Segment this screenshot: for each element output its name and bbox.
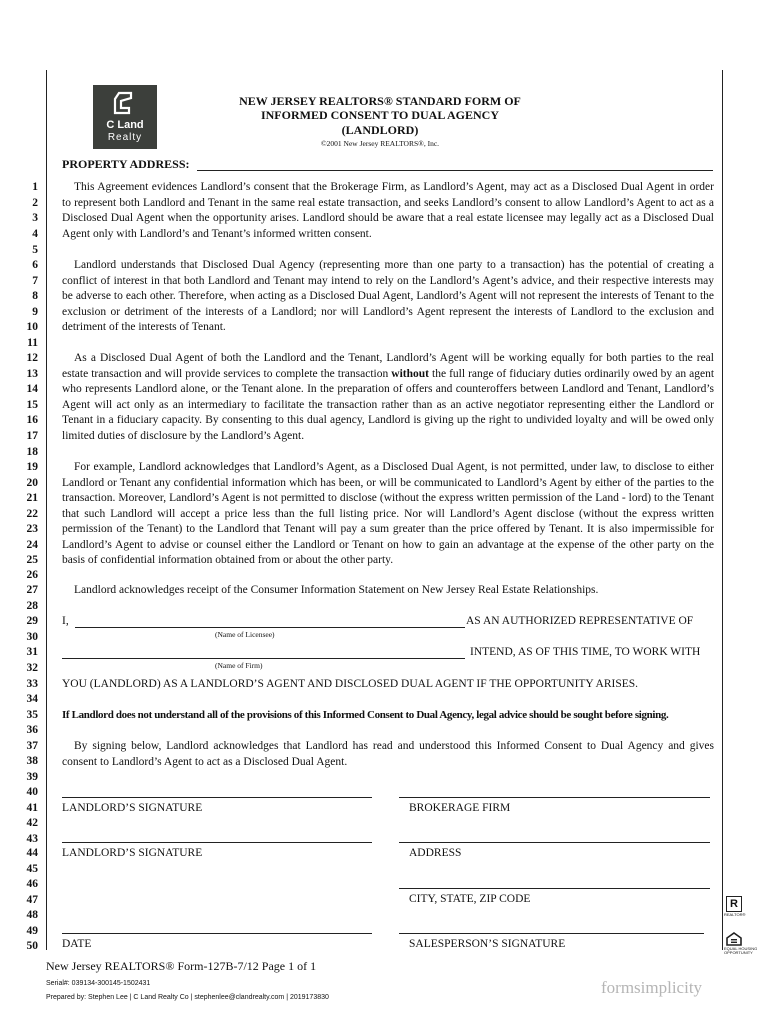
equal-housing-caption: EQUAL HOUSING OPPORTUNITY — [724, 946, 758, 955]
address-line[interactable] — [399, 842, 710, 843]
logo-subtitle: Realty — [107, 132, 143, 143]
intend-text: INTEND, AS OF THIS TIME, TO WORK WITH — [470, 646, 701, 658]
i-prefix: I, — [62, 615, 69, 627]
line-number: 4 — [32, 228, 38, 240]
landlord-signature-line-2[interactable] — [62, 842, 372, 843]
paragraph-example: For example, Landlord acknowledges that Landlord’s Agent, as a Disclosed Dual Agent, is not permitted, under law, to disclose to either Landlord or Tenant any confidential information which has been, or will be communicated to Landlord’s Agent by either of the parties to the transaction. Moreover, Landlord’s Agent is not permitted to disclose (without the express written permission of the Land - lord) to the Tenant that such Landlord will accept a price less than the full listing price. Nor will Landlord’s Agent disclose (without the express written permission of the Tenant) to the Landlord that Tenant will pay a sum greater than the price offered by Tenant. It is also impermissible for Landlord’s Agent to advise or counsel either the Landlord or Tenant on how to gain an advantage at the expense of the other party on the basis of confidential information obtained from or about the other party. — [62, 461, 714, 566]
line-number: 42 — [26, 817, 38, 829]
address-label: ADDRESS — [409, 847, 462, 859]
line-number: 27 — [26, 584, 38, 596]
line-number: 39 — [26, 771, 38, 783]
line-number: 5 — [32, 244, 38, 256]
paragraph-signing: By signing below, Landlord acknowledges that Landlord has read and understood this Informed Consent to Dual Agency and gives consent to Landlord’s Agent to act as a Disclosed Dual Agent. — [62, 740, 714, 768]
line-number: 48 — [26, 909, 38, 921]
line-number: 32 — [26, 662, 38, 674]
emphasis-without: without — [391, 367, 429, 380]
landlord-agent-statement: YOU (LANDLORD) AS A LANDLORD’S AGENT AND DISCLOSED DUAL AGENT IF THE OPPORTUNITY ARISES. — [62, 678, 639, 690]
line-number: 46 — [26, 878, 38, 890]
name-of-licensee-caption: (Name of Licensee) — [215, 630, 275, 639]
line-number: 35 — [26, 709, 38, 721]
line-number: 23 — [26, 523, 38, 535]
salesperson-signature-line[interactable] — [399, 933, 704, 934]
paragraph-dual-agent — [62, 351, 714, 444]
formsimplicity-watermark: formsimplicity — [601, 978, 703, 997]
line-number: 9 — [32, 306, 38, 318]
line-number: 7 — [32, 275, 38, 287]
line-number: 36 — [26, 724, 38, 736]
landlord-signature-line-1[interactable] — [62, 797, 372, 798]
paragraph-receipt: Landlord acknowledges receipt of the Consumer Information Statement on New Jersey Real Estate Relationships. — [74, 584, 599, 596]
line-number: 19 — [26, 461, 38, 473]
paragraph-dual-agent-b: the full range of fiduciary duties ordinarily owed by an agent who represents Landlord alone, or the Tenant alone. In the preparation of offers and counteroffers between Landlord and Tenant, Landlord’s Agent will act only as an intermediary to facilitate the transaction rather than as an active negotiator representing either the Landlord or Tenant in a fiduciary capacity. By consenting to this dual agency, Landlord is giving up the right to undivided loyalty and will be owed only limited duties of disclosure by the Landlord’s Agent. — [62, 367, 715, 442]
logo-name: C Land — [106, 119, 144, 131]
line-number: 18 — [26, 446, 38, 458]
line-number: 38 — [26, 755, 38, 767]
line-number: 16 — [26, 414, 38, 426]
line-number: 47 — [26, 894, 38, 906]
line-number: 21 — [26, 492, 38, 504]
paragraph-conflict: Landlord understands that Disclosed Dual Agency (representing more than one party to a transaction) has the potential of creating a conflict of interest in that both Landlord and Tenant may intend to rely on the Landlord’s Agent’s advice, and their respective interests may be adverse to each other. Therefore, when acting as a Disclosed Dual Agent, Landlord’s Agent will not represent the interests of Tenant to the exclusion or detriment of the interests of a Landlord; nor will Landlord’s Agent represent the interests of Landlord to the exclusion and detriment of the interests of Tenant. — [62, 259, 714, 333]
property-address-field[interactable] — [197, 170, 713, 171]
company-logo — [93, 85, 157, 149]
serial-number: Serial#: 039134-300145-1502431 — [46, 980, 151, 987]
line-number: 11 — [27, 337, 38, 349]
name-of-firm-caption: (Name of Firm) — [215, 661, 263, 670]
line-number: 22 — [26, 508, 38, 520]
line-number: 41 — [26, 802, 38, 814]
line-number: 6 — [32, 259, 38, 271]
line-number: 49 — [26, 925, 38, 937]
form-title-line-3: (LANDLORD) — [341, 123, 419, 137]
line-number: 31 — [26, 646, 38, 658]
prepared-by: Prepared by: Stephen Lee | C Land Realty Co | stephenlee@clandrealty.com | 2019173830 — [46, 994, 329, 1001]
line-number: 20 — [26, 477, 38, 489]
line-number: 40 — [26, 786, 38, 798]
salesperson-signature-label: SALESPERSON’S SIGNATURE — [409, 938, 566, 950]
line-number: 29 — [26, 615, 38, 627]
form-title-line-2: INFORMED CONSENT TO DUAL AGENCY — [260, 108, 500, 122]
line-number: 30 — [26, 631, 38, 643]
line-number: 15 — [26, 399, 38, 411]
form-title-line-1: NEW JERSEY REALTORS® STANDARD FORM OF — [239, 94, 521, 108]
line-number: 3 — [32, 212, 38, 224]
line-number: 25 — [26, 554, 38, 566]
date-line[interactable] — [62, 933, 372, 934]
line-number: 45 — [26, 863, 38, 875]
copyright-notice: ©2001 New Jersey REALTORS®, Inc. — [320, 139, 440, 148]
legal-advice-warning: If Landlord does not understand all of the provisions of this Informed Consent to Dual Agency, legal advice should be sought before signing. — [62, 709, 669, 721]
date-label: DATE — [62, 938, 92, 950]
licensee-name-field[interactable] — [75, 627, 465, 628]
line-number: 8 — [32, 290, 38, 302]
landlord-signature-label-1: LANDLORD’S SIGNATURE — [62, 802, 203, 814]
line-number: 28 — [26, 600, 38, 612]
line-number: 10 — [26, 321, 38, 333]
right-margin-rule — [722, 70, 723, 950]
firm-name-field[interactable] — [62, 658, 465, 659]
authorized-representative-text: AS AN AUTHORIZED REPRESENTATIVE OF — [466, 615, 694, 627]
city-state-zip-line[interactable] — [399, 888, 710, 889]
line-number: 2 — [32, 197, 38, 209]
line-number: 24 — [26, 539, 38, 551]
city-state-zip-label: CITY, STATE, ZIP CODE — [409, 893, 531, 905]
realtor-caption: REALTOR® — [724, 912, 746, 917]
line-number: 44 — [26, 847, 38, 859]
line-number: 43 — [26, 833, 38, 845]
line-number: 17 — [26, 430, 38, 442]
line-number: 37 — [26, 740, 38, 752]
equal-housing-icon — [726, 932, 742, 946]
line-number: 26 — [26, 569, 38, 581]
line-number: 34 — [26, 693, 38, 705]
line-number: 33 — [26, 678, 38, 690]
line-number: 50 — [26, 940, 38, 952]
line-number: 12 — [26, 352, 38, 364]
brokerage-firm-label: BROKERAGE FIRM — [409, 802, 511, 814]
realtor-icon: R — [726, 896, 742, 912]
line-number: 14 — [26, 383, 38, 395]
property-address-label: PROPERTY ADDRESS: — [62, 157, 190, 171]
left-margin-rule — [46, 70, 47, 950]
c-land-logo-icon — [113, 91, 137, 117]
paragraph-dual-agent-a: As a Disclosed Dual Agent of both the Landlord and the Tenant, Landlord’s Agent will be working equally for both parties to the real estate transaction and will provide services to complete the transaction — [62, 352, 714, 380]
brokerage-firm-line[interactable] — [399, 797, 710, 798]
paragraph-consent: This Agreement evidences Landlord’s consent that the Brokerage Firm, as Landlord’s Agent, may act as a Disclosed Dual Agent in order to represent both Landlord and Tenant in the same real estate transaction, and seeks Landlord’s consent to allow Landlord’s Agent to act as a Disclosed Dual Agent when the opportunity arises. Landlord should be aware that a real estate licensee may legally act as a Disclosed Dual Agent only with Landlord’s and Tenant’s informed written consent. — [62, 181, 714, 240]
line-number: 1 — [32, 181, 38, 193]
form-footer: New Jersey REALTORS® Form-127B-7/12 Page 1 of 1 — [46, 959, 317, 973]
line-number: 13 — [26, 368, 38, 380]
landlord-signature-label-2: LANDLORD’S SIGNATURE — [62, 847, 203, 859]
